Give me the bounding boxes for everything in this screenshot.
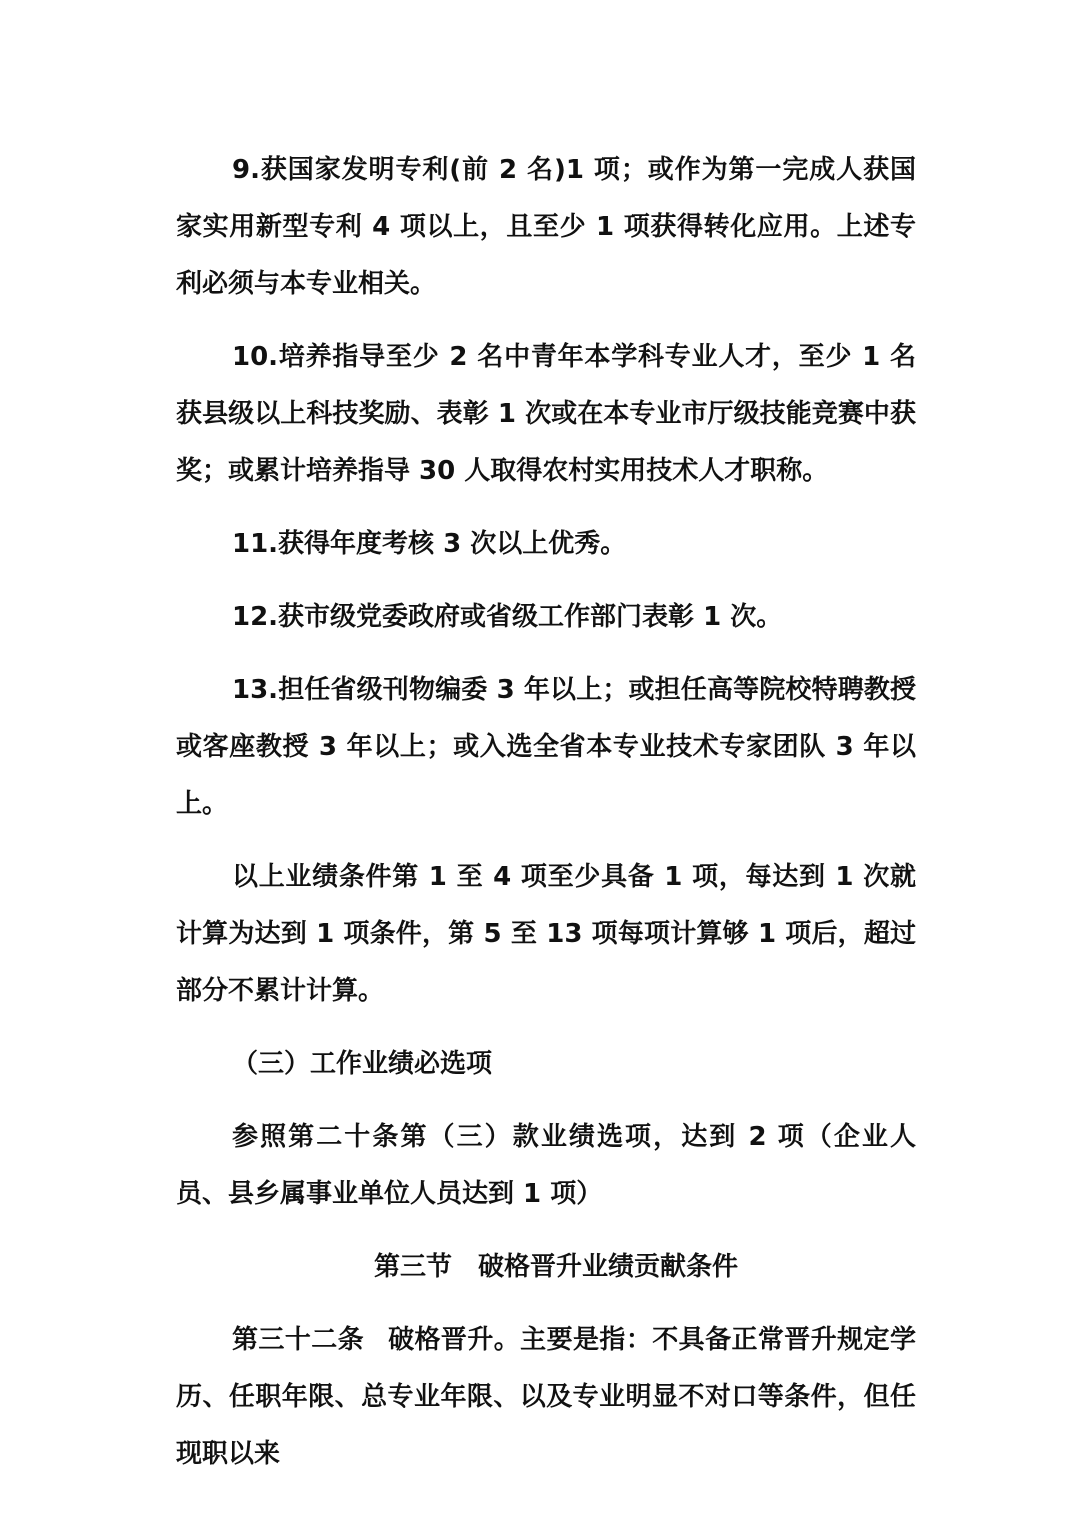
item-12-paragraph: 12.获市级党委政府或省级工作部门表彰 1 次。: [232, 602, 783, 632]
document-body: [176, 142, 916, 1499]
section-title: 第三节 破格晋升业绩贡献条件: [373, 1252, 738, 1282]
conditions-note-paragraph: 以上业绩条件第 1 至 4 项至少具备 1 项，每达到 1 次就计算为达到 1 项条件，第 5 至 13 项每项计算够 1 项后，超过部分不累计计算。: [176, 862, 916, 1006]
subheading-required-items: （三）工作业绩必选项: [232, 1049, 493, 1079]
article-number: 第三十二条: [232, 1325, 365, 1355]
item-11-paragraph: 11.获得年度考核 3 次以上优秀。: [232, 529, 627, 559]
article-32-paragraph: [176, 1312, 916, 1483]
item-13-paragraph: 13.担任省级刊物编委 3 年以上；或担任高等院校特聘教授或客座教授 3 年以上；或入选全省本专业技术专家团队 3 年以上。: [176, 675, 916, 819]
article-text: 破格晋升。主要是指：不具备正常晋升规定学历、任职年限、总专业年限、以及专业明显不对口等条件，但任现职以来: [176, 1325, 916, 1469]
item-9-paragraph: 9.获国家发明专利(前 2 名)1 项；或作为第一完成人获国家实用新型专利 4 项以上，且至少 1 项获得转化应用。上述专利必须与本专业相关。: [176, 155, 916, 299]
item-10-paragraph: 10.培养指导至少 2 名中青年本学科专业人才，至少 1 名获县级以上科技奖励、表彰 1 次或在本专业市厅级技能竞赛中获奖；或累计培养指导 30 人取得农村实用技术人才职称。: [176, 342, 916, 486]
reference-paragraph: 参照第二十条第（三）款业绩选项，达到 2 项（企业人员、县乡属事业单位人员达到 1 项）: [176, 1122, 916, 1209]
